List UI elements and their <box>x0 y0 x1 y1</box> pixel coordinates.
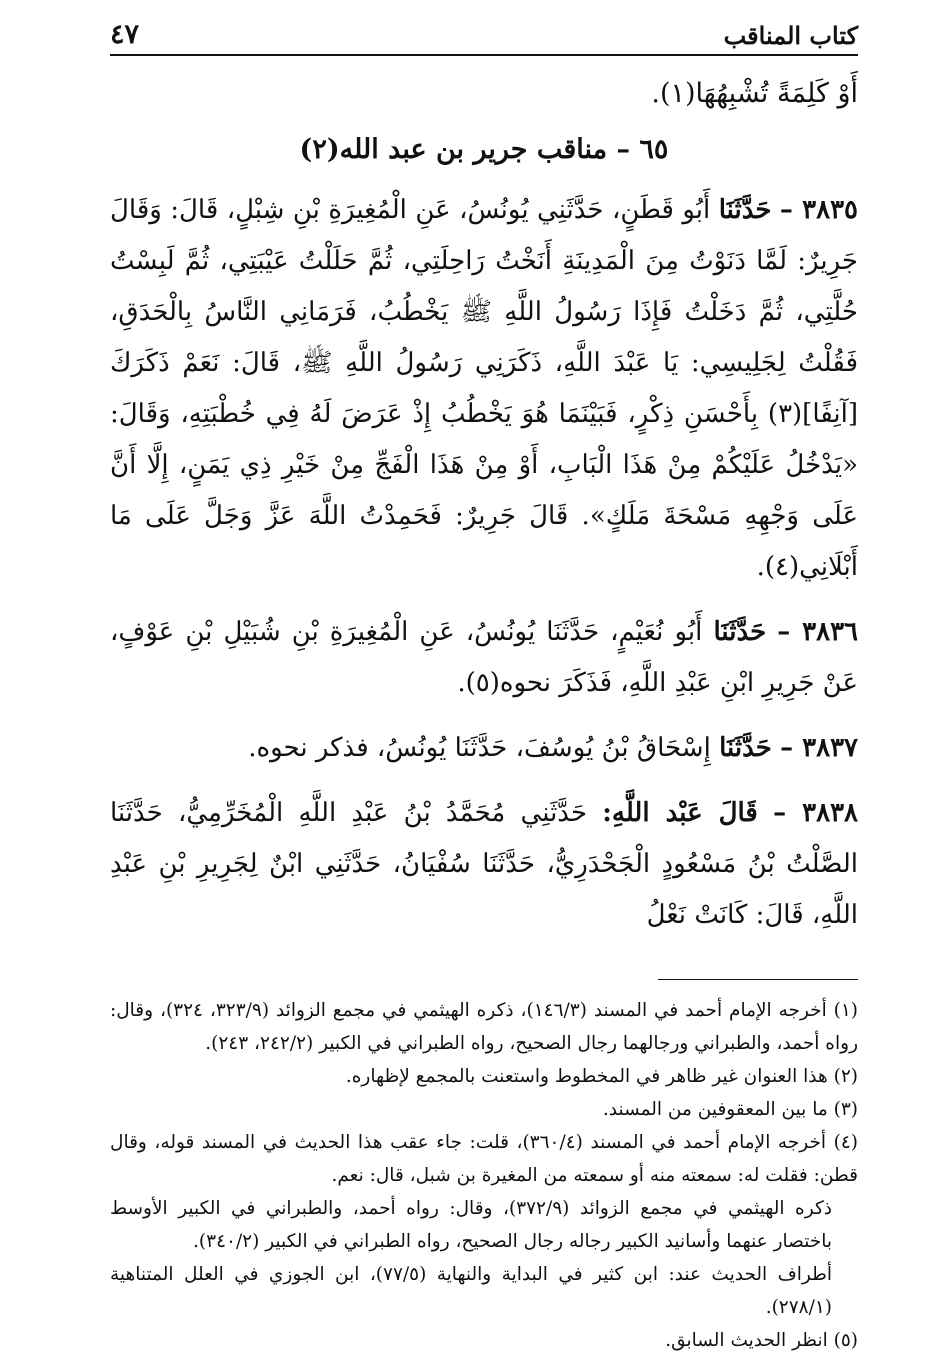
lead-line: أَوْ كَلِمَةً تُشْبِهُهَا(١). <box>651 78 858 109</box>
hadith-chain-start: حَدَّثَنَا <box>719 733 772 763</box>
page-header <box>110 14 858 56</box>
section-title: ٦٥ – مناقب جرير بن عبد الله(٢) <box>299 134 669 165</box>
page-number: ٤٧ <box>110 19 140 50</box>
hadith-3838 <box>110 788 858 941</box>
hadith-number: ٣٨٣٨ – <box>773 798 859 828</box>
footnote-5: (٥) انظر الحديث السابق. <box>665 1330 858 1351</box>
hadith-text: حَدَّثَنِي مُحَمَّدُ بْنُ عَبْدِ اللَّهِ الْمُخَرِّمِيُّ، حَدَّثَنَا الصَّلْتُ بْنُ مَسْعُودٍ الْجَحْدَرِيُّ، حَدَّثَنَا سُفْيَانُ، حَدَّثَنِي ابْنٌ لِجَرِيرِ بْنِ عَبْدِ اللَّهِ، قَالَ: كَانَتْ نَعْلُ <box>110 798 858 930</box>
footnote-4-continuation: ذكره الهيثمي في مجمع الزوائد (٣٧٢/٩)، وقال: رواه أحمد، والطبراني في الكبير الأوسط باختصار عنهما وأسانيد الكبير رجاله رجال الصحيح، رواه الطبراني في الكبير (٣٤٠/٢). <box>110 1198 832 1252</box>
footnote-2: (٢) هذا العنوان غير ظاهر في المخطوط واستعنت بالمجمع لإظهاره. <box>345 1066 858 1087</box>
footnote-divider <box>658 979 858 980</box>
hadith-chain-start: حَدَّثَنَا <box>718 195 772 225</box>
hadith-chain-start: حَدَّثَنَا <box>713 617 767 647</box>
hadith-number: ٣٨٣٥ – <box>779 195 859 225</box>
footnotes <box>110 994 858 1357</box>
hadith-chain-start: قَالَ عَبْد اللَّهِ: <box>602 798 758 828</box>
hadith-text: أَبُو قَطَنٍ، حَدَّثَنِي يُونُسُ، عَنِ الْمُغِيرَةِ بْنِ شِبْلٍ، قَالَ: وَقَالَ جَرِيرٌ: لَمَّا دَنَوْتُ مِنَ الْمَدِينَةِ أَنَخْتُ رَاحِلَتِي، ثُمَّ حَلَلْتُ عَيْبَتِي، ثُمَّ لَبِسْتُ حُلَّتِي، ثُمَّ دَخَلْتُ فَإِذَا رَسُولُ اللَّهِ ﷺ يَخْطُبُ، فَرَمَانِي النَّاسُ بِالْحَدَقِ، فَقُلْتُ لِجَلِيسِي: يَا عَبْدَ اللَّهِ، ذَكَرَنِي رَسُولُ اللَّهِ ﷺ، قَالَ: نَعَمْ ذَكَرَكَ [آنِفًا](٣) بِأَحْسَنِ ذِكْرٍ، فَبَيْنَمَا هُوَ يَخْطُبُ إِذْ عَرَضَ لَهُ فِي خُطْبَتِهِ، وَقَالَ: «يَدْخُلُ عَلَيْكُمْ مِنْ هَذَا الْبَابِ، أَوْ مِنْ هَذَا الْفَجِّ مِنْ خَيْرِ ذِي يَمَنٍ، إِلَّا أَنَّ عَلَى وَجْهِهِ مَسْحَةَ مَلَكٍ». قَالَ جَرِيرٌ: فَحَمِدْتُ اللَّهَ عَزَّ وَجَلَّ عَلَى مَا أَبْلَانِي(٤). <box>110 195 858 582</box>
footnote-1: (١) أخرجه الإمام أحمد في المسند (١٤٦/٣)، ذكره الهيثمي في مجمع الزوائد (٣٢٣/٩، ٣٢٤)، وقال: رواه أحمد، والطبراني ورجالهما رجال الصحيح، رواه الطبراني في الكبير (٢٤٢/٢، ٢٤٣). <box>110 1000 858 1054</box>
hadith-number: ٣٨٣٦ – <box>777 617 858 647</box>
footnote-3: (٣) ما بين المعقوفين من المسند. <box>602 1099 858 1120</box>
book-title: كتاب المناقب <box>723 21 858 50</box>
footnote-4: (٤) أخرجه الإمام أحمد في المسند (٣٦٠/٤)، قلت: جاء عقب هذا الحديث في المسند قوله، وقال قطن: فقلت له: سمعته منه أو سمعته من المغيرة بن شبل، قال: نعم. <box>110 1132 858 1186</box>
hadith-text: إِسْحَاقُ بْنُ يُوسُفَ، حَدَّثَنَا يُونُسُ، فذكر نحوه. <box>248 733 711 763</box>
hadith-3837 <box>110 723 858 774</box>
footnote-4-continuation: أطراف الحديث عند: ابن كثير في البداية والنهاية (٧٧/٥)، ابن الجوزي في العلل المتناهية (٢٧٨/١). <box>110 1264 832 1318</box>
hadith-text: أَبُو نُعَيْمٍ، حَدَّثَنَا يُونُسُ، عَنِ الْمُغِيرَةِ بْنِ شُبَيْلِ بْنِ عَوْفٍ، عَنْ جَرِيرِ ابْنِ عَبْدِ اللَّهِ، فَذَكَرَ نحوه(٥). <box>110 617 858 698</box>
hadith-3835 <box>110 185 858 593</box>
hadith-number: ٣٨٣٧ – <box>780 733 858 763</box>
hadith-3836 <box>110 607 858 709</box>
